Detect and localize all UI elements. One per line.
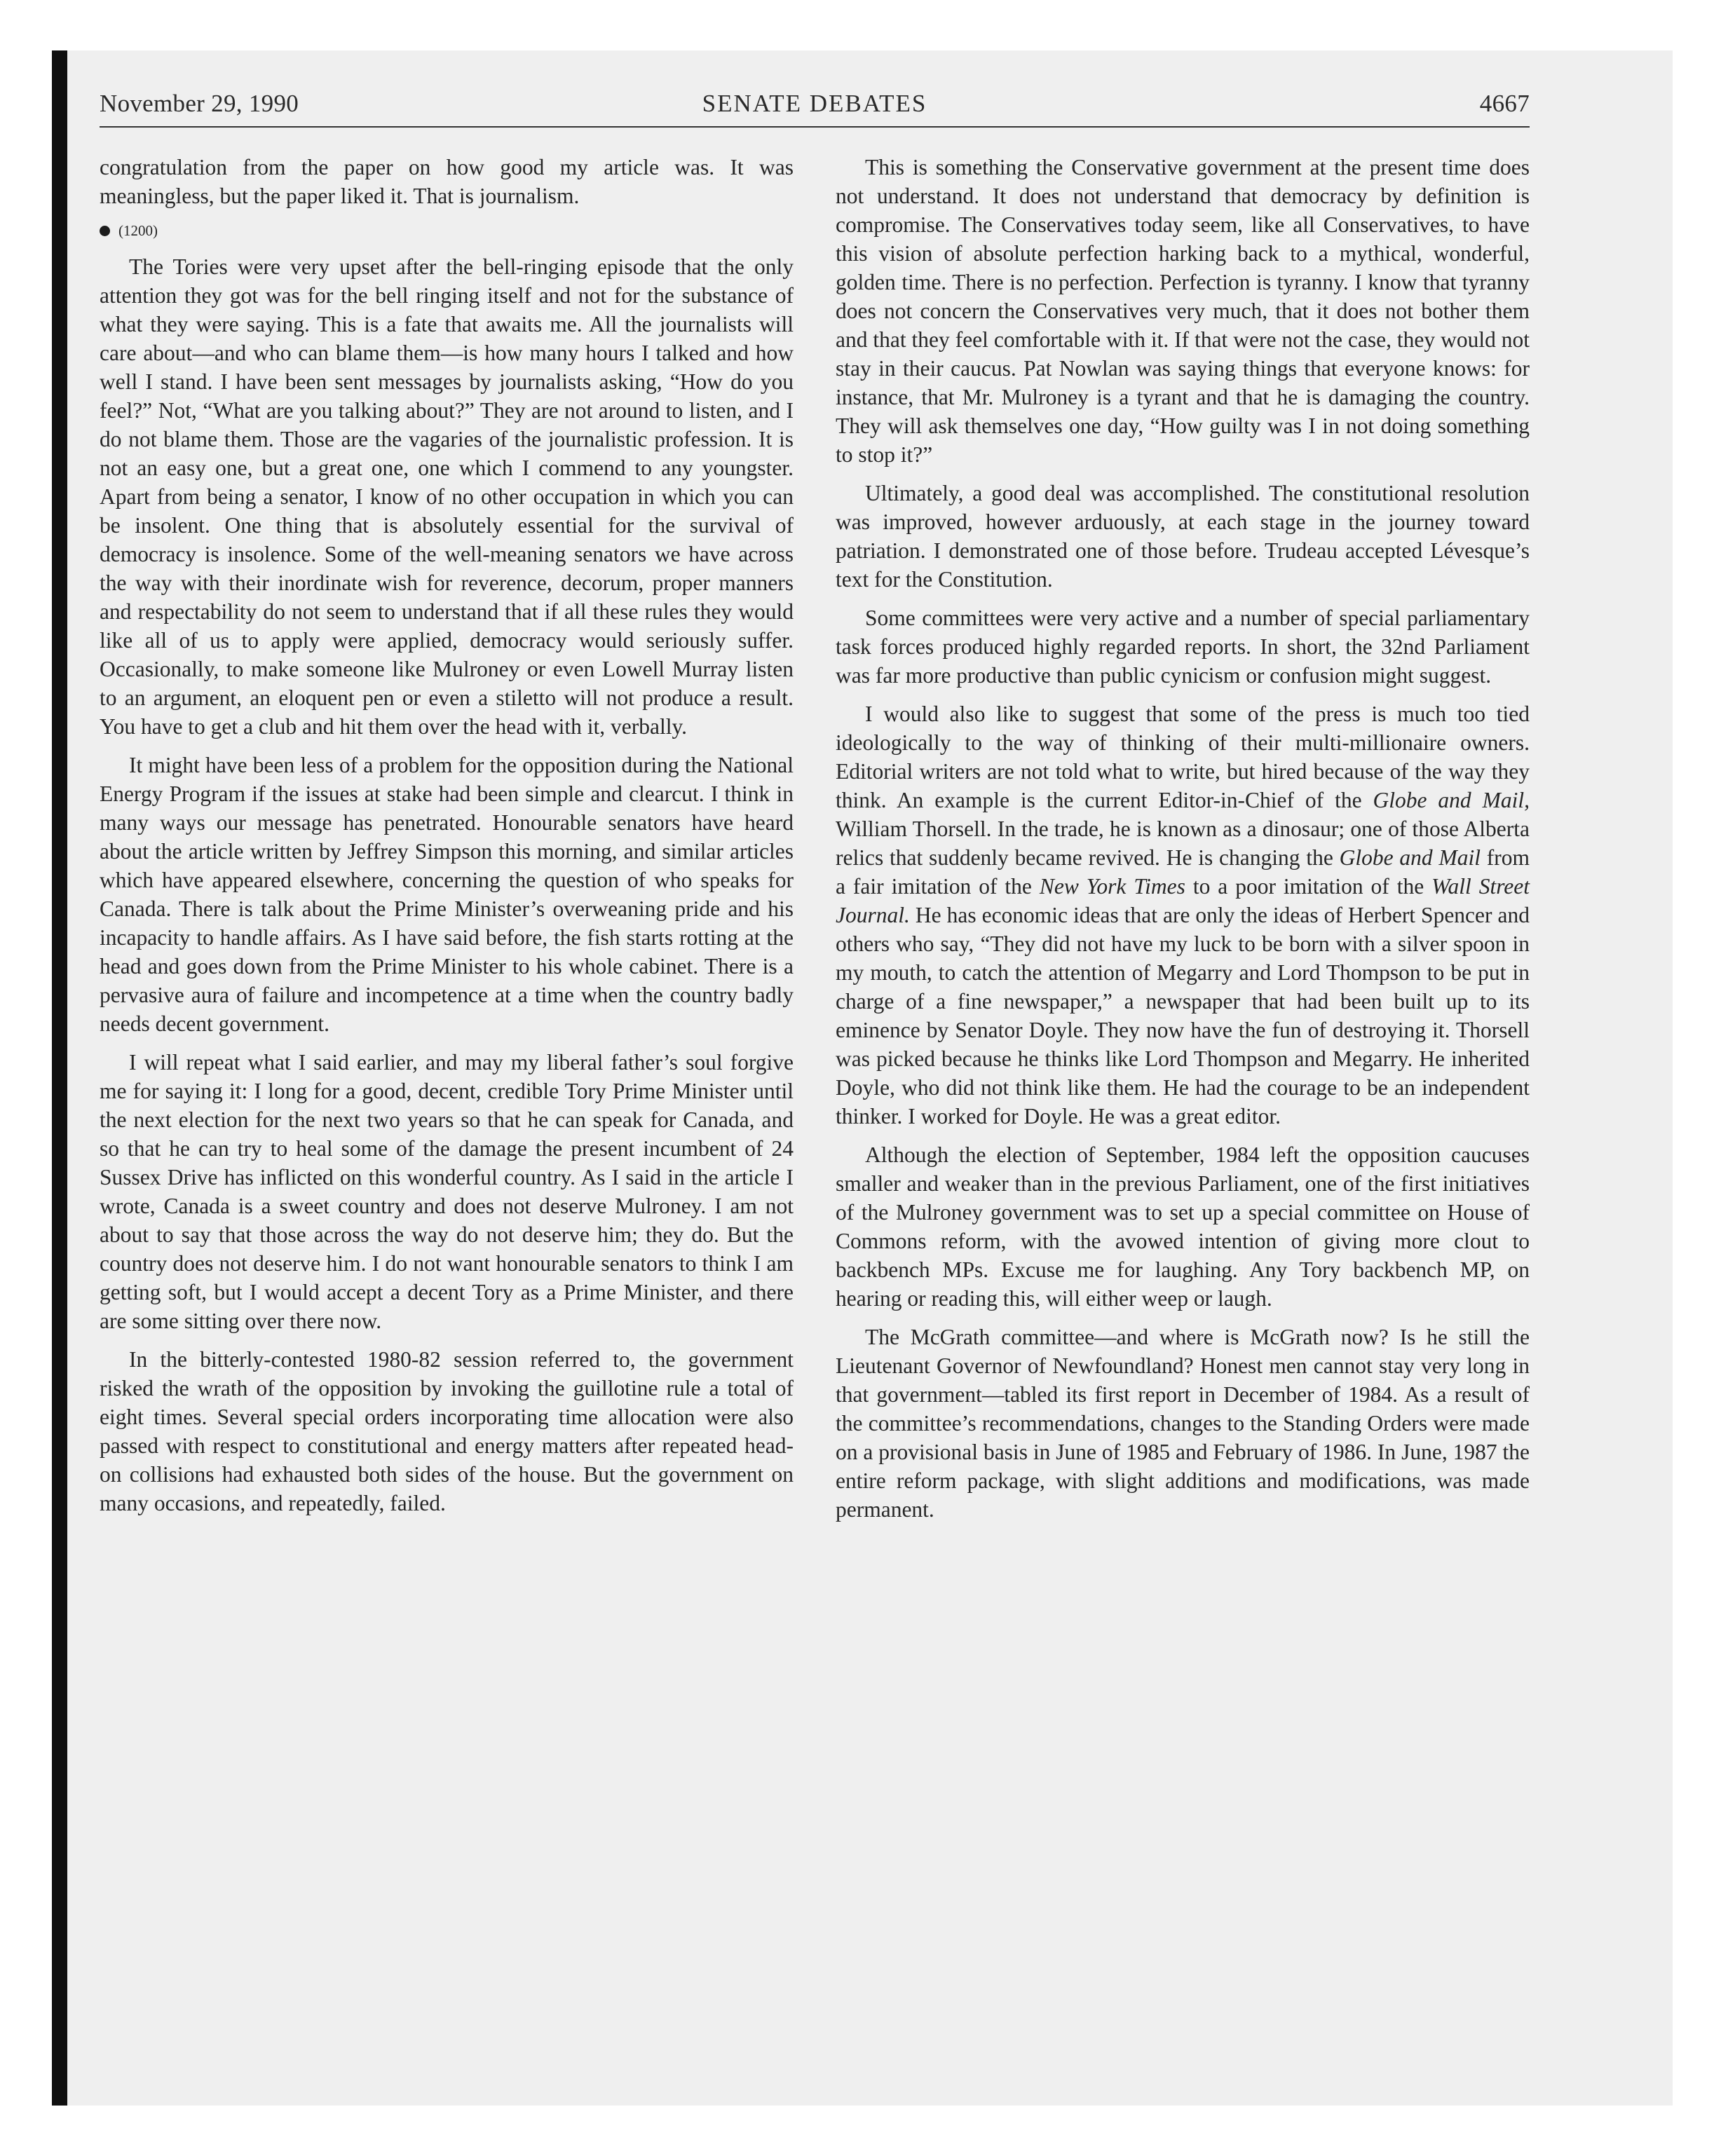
time-marker <box>100 220 794 241</box>
header-date: November 29, 1990 <box>100 90 299 117</box>
paragraph <box>836 700 1530 1131</box>
text-run: I would also like to suggest that some of the press is much too tied ideologically to the way of thinking of their multi-millionaire owners. Editorial writers are not told what to write, but hired because of the way they think. An example is the current Editor-in-Chief of the <box>836 702 1530 812</box>
paragraph: In the bitterly-contested 1980-82 session referred to, the government risked the wrath of the opposition by invoking the guillotine rule a total of eight times. Several special orders incorporating time allocation were also passed with respect to constitutional and energy matters after repeated head-on collisions had exhausted both sides of the house. But the government on many occasions, and repeatedly, failed. <box>100 1347 794 1515</box>
text-run: to a poor imitation of the <box>1185 874 1432 899</box>
paragraph: The McGrath committee—and where is McGrath now? Is he still the Lieutenant Governor of Newfoundland? Honest men cannot stay very long in that government—tabled its first report in December of 1984. As a result of the committee’s recommendations, changes to the Standing Orders were made on a provisional basis in June of 1985 and February of 1986. In June, 1987 the entire reform package, with slight additions and modifications, was made permanent. <box>836 1325 1530 1522</box>
time-marker-label: (1200) <box>118 221 158 239</box>
paragraph: I will repeat what I said earlier, and may my liberal father’s soul forgive me for saying it: I long for a good, decent, credible Tory Prime Minister until the next election for the next two years so that he can speak for Canada, and so that he can try to heal some of the damage the present incumbent of 24 Sussex Drive has inflicted on this wonderful country. As I said in the article I wrote, Canada is a sweet country and does not deserve Mulroney. I am not about to say that those across the way do not deserve him; they do. But the country does not deserve him. I do not want honourable senators to think I am getting soft, but I would accept a decent Tory as a Prime Minister, and there are some sitting over there now. <box>100 1050 794 1333</box>
scan-binding-edge <box>52 50 67 2106</box>
bullet-icon <box>100 226 110 236</box>
paragraph: The Tories were very upset after the bell-ringing episode that the only attention they got was for the bell ringing itself and not for the substance of what they were saying. This is a fate that awaits me. All the journalists will care about—and who can blame them—is how many hours I talked and how well I stand. I have been sent messages by journalists asking, “How do you feel?” Not, “What are you talking about?” They are not around to listen, and I do not blame them. Those are the vagaries of the journalistic profession. It is not an easy one, but a great one, one which I commend to any youngster. Apart from being a senator, I know of no other occupation in which you can be insolent. One thing that is absolutely essential for the survival of democracy is insolence. Some of the well-meaning senators we have across the way with their inordinate wish for reverence, decorum, proper manners and respectability do not seem to understand that if all these rules they would like all of us to apply were applied, democracy would seriously suffer. Occasionally, to make someone like Mulroney or even Lowell Murray listen to an argument, an eloquent pen or even a stiletto will not produce a result. You have to get a club and hit them over the head with it, verbally. <box>100 254 794 739</box>
text-run: William Thorsell. In the trade, he is known as a dinosaur; one of those Alberta relics that suddenly became revived. He is changing the <box>836 817 1530 870</box>
page-header <box>100 90 1530 128</box>
newspaper-title: Globe and Mail <box>1339 845 1481 870</box>
newspaper-title: Wall Street Journal. <box>836 874 1530 927</box>
paragraph: This is something the Conservative government at the present time does not understand. It does not understand that democracy by definition is compromise. The Conservatives today seem, like all Conservatives, to have this vision of absolute perfection harking back to a mythical, wonderful, golden time. There is no perfection. Perfection is tyranny. I know that tyranny does not concern the Conservatives very much, that it does not bother them and that they feel comfortable with it. If that were not the case, they would not stay in their caucus. Pat Nowlan was saying things that everyone knows: for instance, that Mr. Mulroney is a tyrant and that he is damaging the country. They will ask themselves one day, “How guilty was I in not doing something to stop it?” <box>836 155 1530 467</box>
paragraph: It might have been less of a problem for the opposition during the National Energy Program if the issues at stake had been simple and clearcut. I think in many ways our message has penetrated. Honourable senators have heard about the article written by Jeffrey Simpson this morning, and similar articles which have appeared elsewhere, concerning the question of who speaks for Canada. There is talk about the Prime Minister’s overweaning pride and his incapacity to handle affairs. As I have said before, the fish starts rotting at the head and goes down from the Prime Minister to his whole cabinet. There is a pervasive aura of failure and incompetence at a time when the country badly needs decent government. <box>100 753 794 1036</box>
left-column <box>100 153 794 1527</box>
text-run: He has economic ideas that are only the ideas of Herbert Spencer and others who say, “They did not have my luck to be born with a silver spoon in my mouth, to catch the attention of Megarry and Lord Thompson to be put in charge of a fine newspaper,” a newspaper that had been built up to its eminence by Senator Doyle. They now have the fun of destroying it. Thorsell was picked because he thinks like Lord Thompson and Megarry. He inherited Doyle, who did not think like them. He had the courage to be an independent thinker. I worked for Doyle. He was a great editor. <box>836 903 1530 1128</box>
header-page-number: 4667 <box>1479 90 1530 117</box>
newspaper-title: New York Times <box>1039 874 1185 899</box>
paragraph: Ultimately, a good deal was accomplished. The constitutional resolution was improved, however arduously, at each stage in the journey toward patriation. I demonstrated one of those before. Trudeau accepted Lévesque’s text for the Constitution. <box>836 481 1530 592</box>
paragraph: Although the election of September, 1984 left the opposition caucuses smaller and weaker than in the previous Parliament, one of the first initiatives of the Mulroney government was to set up a special committee on House of Commons reform, with the avowed intention of giving more clout to backbench MPs. Excuse me for laughing. Any Tory backbench MP, on hearing or reading this, will either weep or laugh. <box>836 1142 1530 1311</box>
header-publication-title: SENATE DEBATES <box>702 90 927 117</box>
paragraph: Some committees were very active and a number of special parliamentary task forces produced highly regarded reports. In short, the 32nd Parliament was far more productive than public cynicism or confusion might suggest. <box>836 606 1530 688</box>
newspaper-title: Globe and Mail, <box>1373 788 1530 812</box>
scan-margin <box>0 0 50 2156</box>
text-run: from a fair imitation of the <box>836 845 1530 899</box>
paragraph: congratulation from the paper on how good my article was. It was meaningless, but the paper liked it. That is journalism. <box>100 155 794 208</box>
right-column <box>836 153 1530 1534</box>
